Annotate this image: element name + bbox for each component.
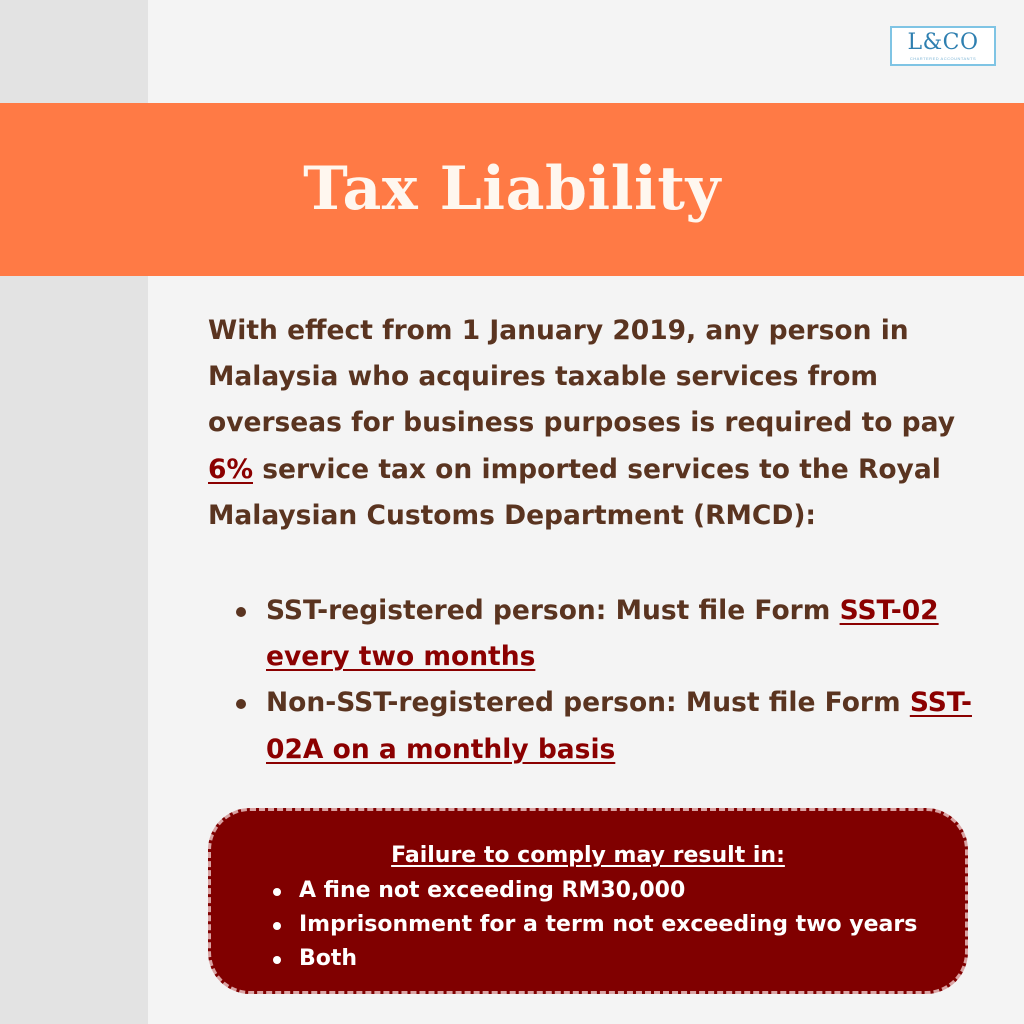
list-item	[271, 942, 917, 976]
bullet-icon	[236, 607, 246, 617]
bullet-icon	[273, 922, 281, 930]
list-item	[271, 908, 917, 942]
logo-tagline: CHARTERED ACCOUNTANTS	[909, 56, 977, 61]
service-tax-rate: 6%	[208, 453, 253, 485]
intro-text-before: With effect from 1 January 2019, any person in Malaysia who acquires taxable services from overseas for business purposes is required to pay	[208, 315, 955, 439]
penalty-text: Imprisonment for a term not exceeding two years	[299, 912, 918, 937]
list-item	[228, 588, 978, 680]
bullet-icon	[273, 956, 281, 964]
list-item	[271, 874, 917, 908]
bullet-icon	[236, 699, 246, 709]
requirement-text: Non-SST-registered person: Must file Form	[266, 687, 901, 719]
title-banner	[0, 103, 1024, 276]
bullet-icon	[273, 888, 281, 896]
logo-wordmark: L&CO	[907, 30, 979, 55]
penalty-text: Both	[299, 946, 358, 971]
warning-title: Failure to comply may result in:	[391, 843, 785, 868]
requirement-highlight: SST-02 every two months	[266, 595, 939, 673]
page-title: Tax Liability	[303, 154, 721, 224]
intro-paragraph	[208, 308, 968, 539]
requirement-text: SST-registered person: Must file Form	[266, 595, 831, 626]
list-item	[228, 680, 978, 772]
filing-requirements-list	[228, 588, 978, 773]
penalty-warning-box	[208, 808, 968, 994]
requirement-highlight: SST-02A on a monthly basis	[266, 687, 972, 765]
intro-text-after: service tax on imported services to the Royal Malaysian Customs Department (RMCD):	[208, 453, 941, 531]
penalty-text: A fine not exceeding RM30,000	[299, 878, 686, 903]
penalty-list	[271, 874, 917, 976]
company-logo	[890, 26, 996, 66]
